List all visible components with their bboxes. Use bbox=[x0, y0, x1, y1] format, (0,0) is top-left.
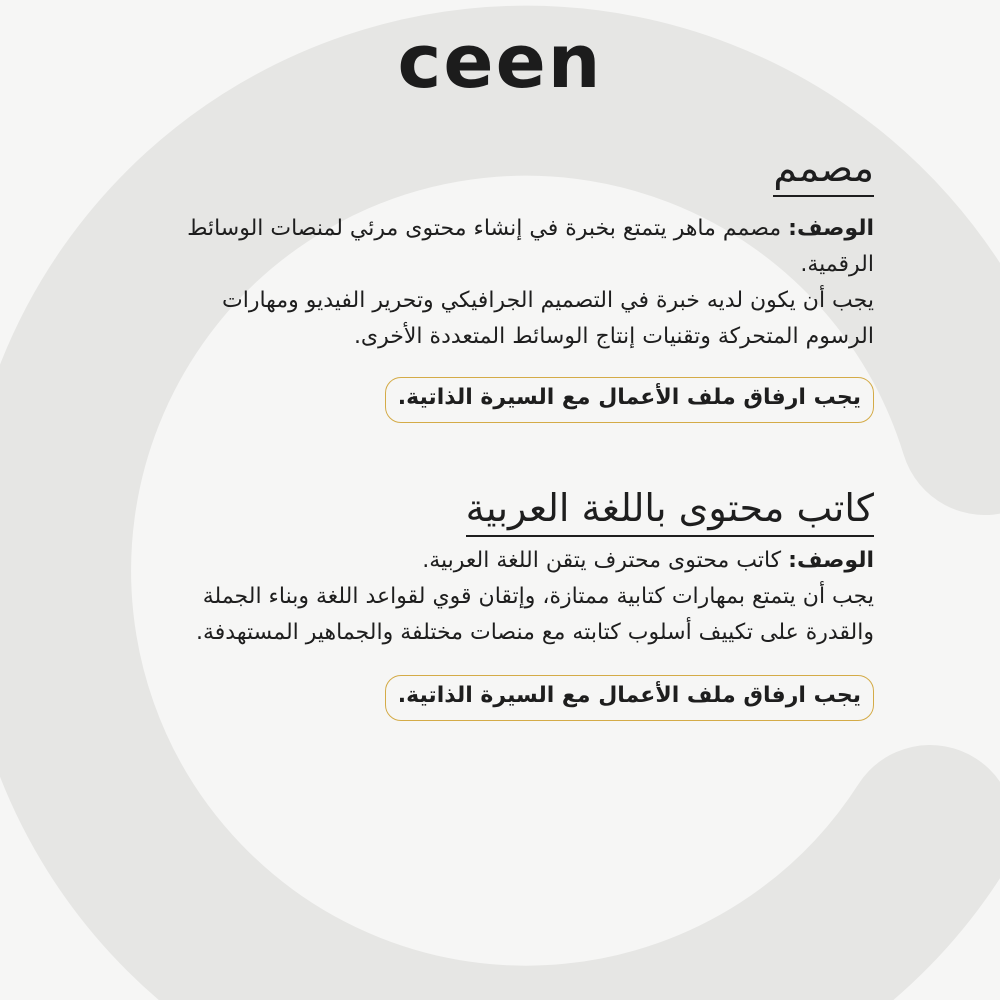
description-line bbox=[174, 543, 874, 579]
job-description bbox=[174, 211, 874, 355]
description-line: يجب أن يكون لديه خبرة في التصميم الجرافيكي وتحرير الفيديو ومهارات الرسوم المتحركة وتقنيات إنتاج الوسائط المتعددة الأخرى. bbox=[222, 288, 874, 349]
brand-logo: ceen bbox=[397, 19, 603, 105]
description-line: يجب أن يتمتع بمهارات كتابية ممتازة، وإتقان قوي لقواعد اللغة وبناء الجملة والقدرة على تكييف أسلوب كتابته مع منصات مختلفة والجماهير المستهدفة. bbox=[195, 584, 874, 645]
job-section-designer bbox=[174, 145, 874, 423]
job-description bbox=[174, 543, 874, 651]
portfolio-notice-badge: يجب ارفاق ملف الأعمال مع السيرة الذاتية. bbox=[385, 675, 874, 721]
job-title: مصمم bbox=[773, 145, 874, 197]
job-title: كاتب محتوى باللغة العربية bbox=[466, 485, 874, 537]
job-section-arabic-content-writer bbox=[174, 485, 874, 721]
portfolio-notice-badge: يجب ارفاق ملف الأعمال مع السيرة الذاتية. bbox=[385, 377, 874, 423]
description-text: مصمم ماهر يتمتع بخبرة في إنشاء محتوى مرئي لمنصات الوسائط الرقمية. bbox=[187, 216, 874, 277]
description-label: الوصف: bbox=[788, 548, 874, 573]
description-line bbox=[174, 211, 874, 283]
description-text: كاتب محتوى محترف يتقن اللغة العربية. bbox=[422, 548, 782, 573]
description-label: الوصف: bbox=[788, 216, 874, 241]
